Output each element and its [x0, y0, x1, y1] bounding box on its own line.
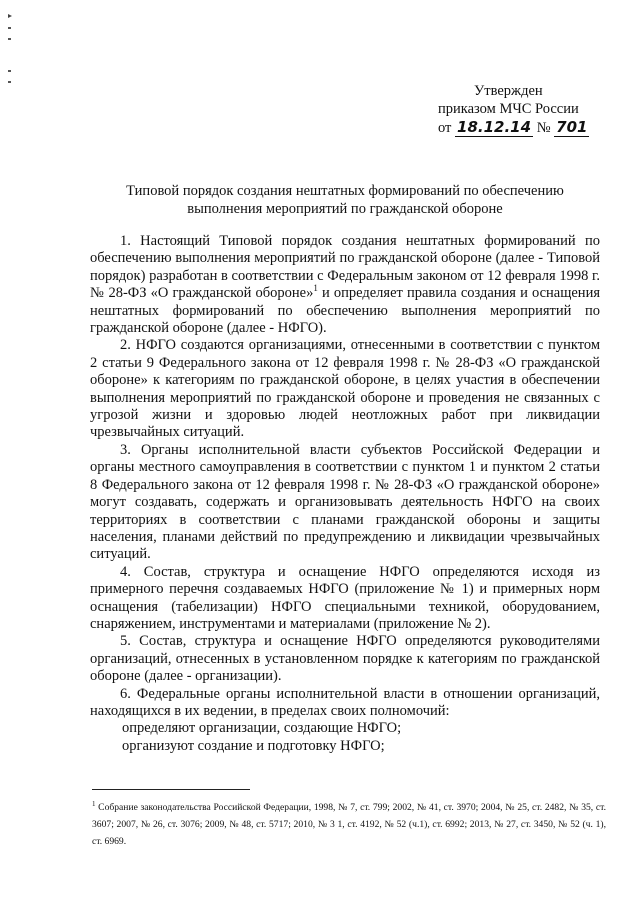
paragraph-6: 6. Федеральные органы исполнительной власти в отношении организаций, находящихся в их ведении, в пределах своих полномочий: [90, 685, 600, 719]
approval-number: 701 [556, 118, 588, 136]
margin-mark [8, 81, 11, 83]
document-body [90, 233, 600, 755]
document-title [90, 182, 600, 218]
margin-mark [8, 38, 11, 40]
approval-date: 18.12.14 [457, 118, 532, 136]
approval-stamp [438, 82, 608, 137]
approval-number-sign: № [536, 120, 551, 136]
paragraph-1-text-a: 1. Настоящий Типовой порядок создания нештатных формирований по обеспечению выполнения мероприятий по гражданской обороне (далее - Типовой порядок) разработан в соответствии с Федеральным законом от 12 февраля 1998 г. № 28-ФЗ «О гражданской обороне» [90, 233, 600, 302]
approval-from: от [438, 120, 452, 136]
footnote-mark: 1 [92, 799, 96, 808]
paragraph-5: 5. Состав, структура и оснащение НФГО определяются руководителями организаций, отнесенных в установленном порядке к категориям по гражданской обороне (далее - организации). [90, 633, 600, 685]
margin-marks [8, 14, 16, 92]
paragraph-6-item-b: организуют создание и подготовку НФГО; [122, 737, 385, 754]
title-line-2: выполнения мероприятий по гражданской обороне [187, 201, 503, 217]
approval-line-1: Утвержден [474, 83, 543, 99]
approval-line-3 [438, 118, 608, 137]
paragraph-3: 3. Органы исполнительной власти субъектов Российской Федерации и органы местного самоуправления в соответствии с пунктом 1 и пунктом 2 статьи 8 Федерального закона от 12 февраля 1998 г. № 28-ФЗ «О гражданской обороне» могут создавать, содержать и организовывать деятельность НФГО на своих территориях в соответствии с планами гражданской обороны и защиты населения, планами действий по предупреждению и ликвидации чрезвычайных ситуаций. [90, 441, 600, 563]
paragraph-4: 4. Состав, структура и оснащение НФГО определяются исходя из примерного перечня создаваемых НФГО (приложение № 1) и примерных норм оснащения (табелизации) НФГО специальными техникой, оборудованием, снаряжением, инструментами и материалами (приложение № 2). [90, 563, 600, 632]
paragraph-1-text-b: и определяет правила создания и оснащения нештатных формирований по обеспечению выполнения мероприятий по гражданской обороне (далее - НФГО). [90, 285, 600, 337]
paragraph-6-item-a: определяют организации, создающие НФГО; [122, 720, 402, 737]
margin-mark [8, 14, 12, 18]
footnote-ref: 1 [313, 283, 318, 294]
margin-mark [8, 27, 11, 29]
approval-line-2: приказом МЧС России [438, 101, 579, 117]
title-line-1: Типовой порядок создания нештатных формирований по обеспечению [126, 183, 564, 199]
paragraph-2: 2. НФГО создаются организациями, отнесенными в соответствии с пунктом 2 статьи 9 Федерального закона от 12 февраля 1998 г. № 28-ФЗ «О гражданской обороне» к категориям по гражданской обороне, в целях участия в обеспечении выполнения мероприятий по гражданской обороне и проведения не связанных с угрозой жизни и здоровью людей неотложных работ при ликвидации чрезвычайных ситуаций. [90, 337, 600, 441]
margin-mark [8, 70, 11, 72]
paragraph-1 [90, 233, 600, 337]
footnote-separator [92, 789, 250, 790]
footnote-text: Собрание законодательства Российской Федерации, 1998, № 7, ст. 799; 2002, № 41, ст. 3970; 2004, № 25, ст. 2482, № 35, ст. 3607; 2007, № 26, ст. 3076; 2009, № 48, ст. 5717; 2010, № 3 1, ст. 4192, № 52 (ч.1), ст. 6992; 2013, № 27, ст. 3450, № 52 (ч. 1), ст. 6969. [92, 802, 606, 847]
footnote [92, 799, 606, 850]
